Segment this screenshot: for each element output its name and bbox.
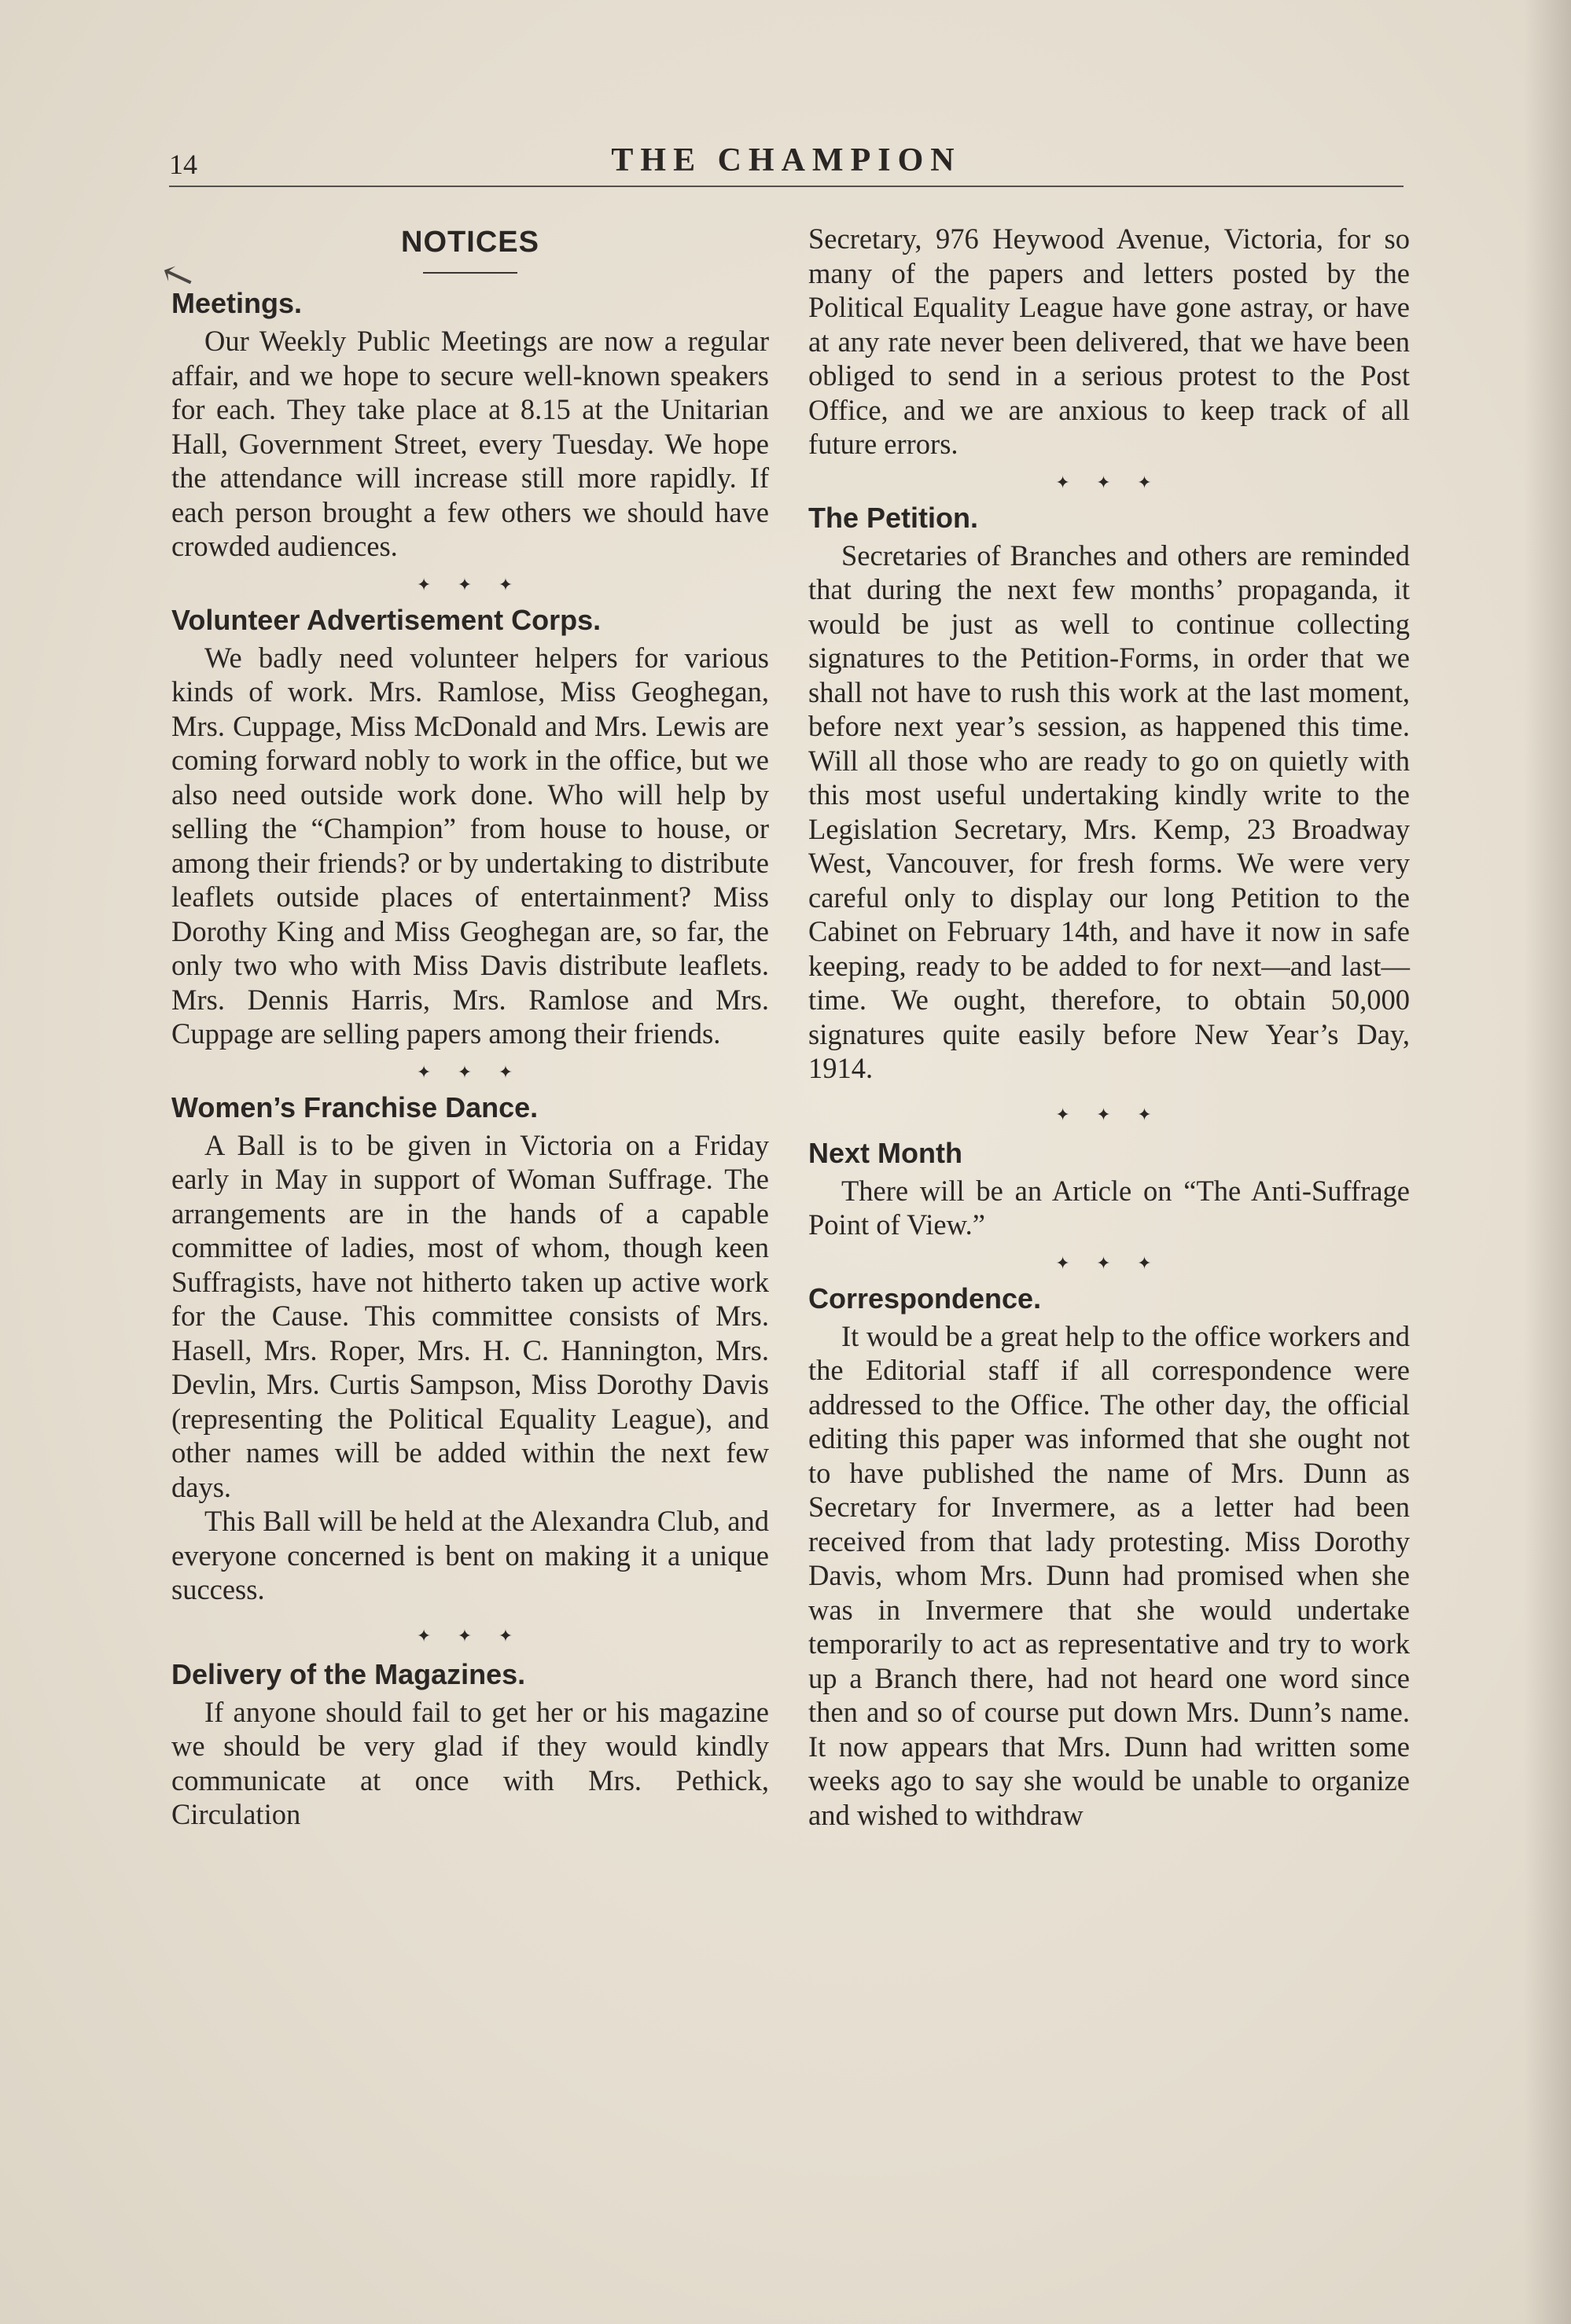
right-column: [808, 222, 1410, 1832]
ornament-divider: ✦ ✦ ✦: [416, 574, 524, 594]
petition-title: The Petition.: [808, 501, 978, 534]
ornament-divider: ✦ ✦ ✦: [1055, 472, 1163, 492]
notices-title: NOTICES: [401, 226, 539, 259]
page-number: 14: [169, 149, 197, 180]
petition-paragraph: Secretaries of Branches and others are reminded that during the next few months’ propaganda, it would be just as well to continue collecting signatures to the Petition-Forms, in order that we shall not have to rush this work at the last moment, before next year’s session, as happened this time. Will all those who are ready to go on quietly with this most useful undertaking kindly write to the Legislation Secretary, Mrs. Kemp, 23 Broadway West, Vancouver, for fresh forms. We were very careful only to display our long Petition to the Cabinet on February 14th, and have it now in safe keeping, ready to be added to for next—and last—time. We ought, therefore, to obtain 50,000 signatures quite easily before New Year’s Day, 1914.: [808, 539, 1410, 1084]
left-column: [171, 222, 769, 1832]
dance-paragraph: A Ball is to be given in Victoria on a Friday early in May in support of Woman Suffrage. The arrangements are in the hands of a capable committee of ladies, most of whom, though keen Suffragists, have not hitherto taken up active work for the Cause. This committee consists of Mrs. Hasell, Mrs. Roper, Mrs. H. C. Hannington, Mrs. Devlin, Mrs. Curtis Sampson, Miss Dorothy Davis (representing the Political Equality League), and other names will be added within the next few days.: [171, 1128, 769, 1503]
next-month-paragraph: There will be an Article on “The Anti-Suffrage Point of View.”: [808, 1174, 1410, 1241]
delivery-title: Delivery of the Magazines.: [171, 1657, 526, 1690]
notices-rule: [423, 272, 517, 274]
delivery-continued-paragraph: Secretary, 976 Heywood Avenue, Victoria, for so many of the papers and letters posted by the Political Equality League have gone astray, or have at any rate never been delivered, that we have been obliged to send in a serious protest to the Post Office, and we are anxious to keep track of all future errors.: [808, 222, 1410, 460]
header-rule: [169, 186, 1404, 187]
next-month-title: Next Month: [808, 1136, 962, 1169]
delivery-paragraph: If anyone should fail to get her or his magazine we should be very glad if they would kindly communicate at once with Mrs. Pethick, Circulation: [171, 1695, 769, 1830]
correspondence-title: Correspondence.: [808, 1282, 1042, 1315]
dance-title: Women’s Franchise Dance.: [171, 1090, 539, 1123]
page-header: [169, 142, 1404, 189]
pencil-check-mark-icon: ↖: [154, 249, 201, 303]
volunteer-paragraph: We badly need volunteer helpers for various kinds of work. Mrs. Ramlose, Miss Geoghegan, Mrs. Cuppage, Miss McDonald and Mrs. Lewis are coming forward nobly to work in the office, but we also need outside work done. Who will help by selling the “Champion” from house to house, or among their friends? or by undertaking to distribute leaflets outside places of entertainment? Miss Dorothy King and Miss Geoghegan are, so far, the only two who with Miss Davis distribute leaflets. Mrs. Dennis Harris, Mrs. Ramlose and Mrs. Cuppage are selling papers among their friends.: [171, 641, 769, 1050]
volunteer-title: Volunteer Advertisement Corps.: [171, 603, 602, 636]
correspondence-paragraph: It would be a great help to the office workers and the Editorial staff if all correspondence were addressed to the Office. The other day, the official editing this paper was informed that she ought not to have published the name of Mrs. Dunn as Secretary for Invermere, as a letter had been received from that lady protesting. Miss Dorothy Davis, whom Mrs. Dunn had promised when she was in Invermere that she would undertake temporarily to act as representative and try to work up a Branch there, had not heard one word since then and so of course put down Mrs. Dunn’s name. It now appears that Mrs. Dunn had written some weeks ago to say she would be unable to organize and wished to withdraw: [808, 1319, 1410, 1831]
ornament-divider: ✦ ✦ ✦: [1055, 1252, 1163, 1273]
dance-paragraph: This Ball will be held at the Alexandra Club, and everyone concerned is bent on making it a unique success.: [171, 1505, 769, 1605]
ornament-divider: ✦ ✦ ✦: [416, 1625, 524, 1646]
page-edge-shadow: [1524, 0, 1571, 2324]
meetings-paragraph: Our Weekly Public Meetings are now a regular affair, and we hope to secure well-known speakers for each. They take place at 8.15 at the Unitarian Hall, Government Street, every Tuesday. We hope the attendance will increase still more rapidly. If each person brought a few others we should have crowded audiences.: [171, 325, 769, 562]
ornament-divider: ✦ ✦ ✦: [1055, 1104, 1163, 1124]
ornament-divider: ✦ ✦ ✦: [416, 1061, 524, 1082]
running-title: THE CHAMPION: [611, 142, 962, 178]
meetings-title: Meetings.: [171, 287, 303, 319]
